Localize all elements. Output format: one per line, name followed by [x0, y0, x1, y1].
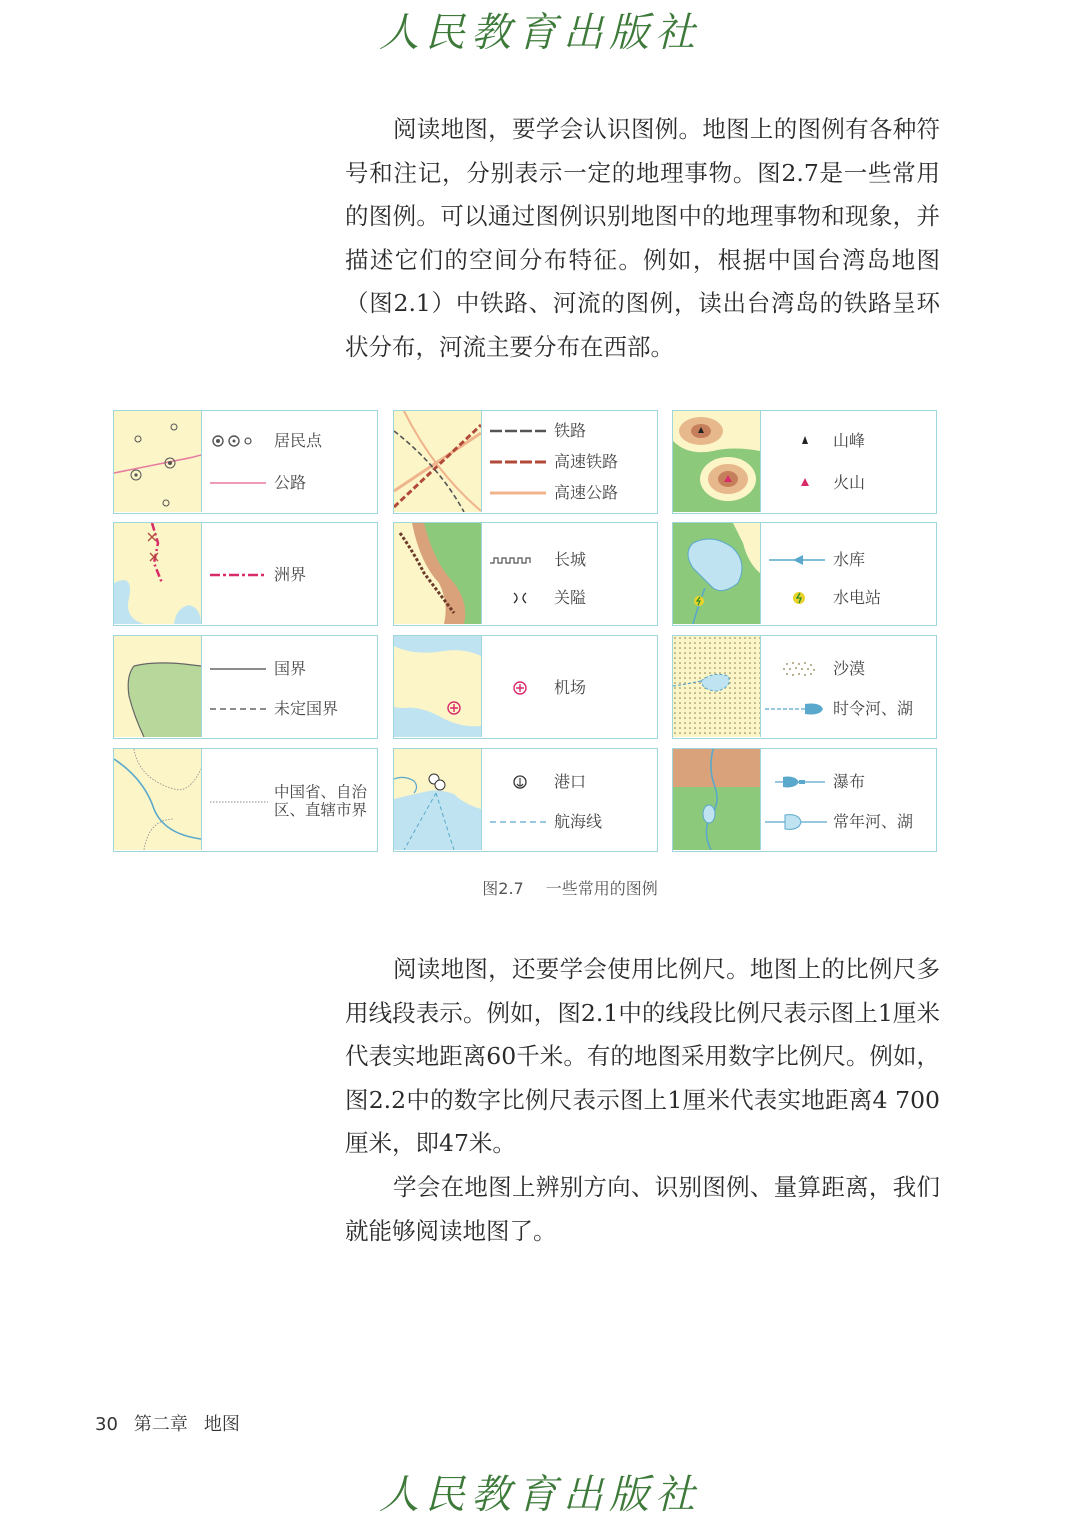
legend-cell-great-wall — [393, 522, 658, 626]
legend-label-great-wall: 长城 — [554, 550, 587, 569]
legend-map-continent-boundary — [114, 523, 202, 624]
publisher-watermark-bottom: 人民教育出版社 — [379, 1472, 701, 1518]
legend-map-national-boundary — [114, 636, 202, 737]
legend-label-volcano: 火山 — [833, 473, 866, 492]
legend-label-provincial-boundary: 中国省、自治区、直辖市界 — [274, 783, 368, 819]
legend-map-provincial-boundary — [114, 749, 202, 850]
paragraph-summary: 学会在地图上辨别方向、识别图例、量算距离，我们就能够阅读地图了。 — [345, 1173, 940, 1245]
legend-cell-peak — [672, 410, 937, 514]
legend-label-high-speed-rail: 高速铁路 — [554, 452, 619, 471]
legend-cell-railway — [393, 410, 658, 514]
legend-label-railway: 铁路 — [554, 421, 587, 440]
legend-cell-national-boundary — [113, 635, 378, 739]
legend-map-peak — [673, 411, 761, 512]
legend-label-airport: 机场 — [554, 678, 587, 697]
legend-label-seasonal-river: 时令河、湖 — [833, 699, 914, 718]
legend-map-airport — [394, 636, 482, 737]
legend-map-port — [394, 749, 482, 850]
legend-map-reservoir — [673, 523, 761, 624]
legend-map-railway — [394, 411, 482, 512]
legend-label-desert: 沙漠 — [833, 659, 866, 678]
figure-number: 图2.7 — [482, 879, 524, 898]
legend-label-undefined-boundary: 未定国界 — [274, 699, 339, 718]
legend-cell-provincial-boundary — [113, 748, 378, 852]
legend-label-shipping-route: 航海线 — [554, 812, 603, 831]
legend-label-peak: 山峰 — [833, 431, 866, 450]
legend-label-expressway: 高速公路 — [554, 483, 619, 502]
legend-cell-port — [393, 748, 658, 852]
page-footer — [95, 1410, 256, 1436]
legend-label-perennial-river: 常年河、湖 — [833, 812, 914, 831]
legend-label-port: 港口 — [554, 772, 587, 791]
legend-cell-continent-boundary — [113, 522, 378, 626]
paragraph-legend-intro: 阅读地图，要学会认识图例。地图上的图例有各种符号和注记，分别表示一定的地理事物。图2.7是一些常用的图例。可以通过图例识别地图中的地理事物和现象，并描述它们的空间分布特征。例如，根据中国台湾岛地图（图2.1）中铁路、河流的图例，读出台湾岛的铁路呈环状分布，河流主要分布在西部。 — [345, 115, 940, 361]
legend-map-waterfall — [673, 749, 761, 850]
legend-cell-reservoir — [672, 522, 937, 626]
legend-label-pass: 关隘 — [554, 588, 587, 607]
legend-label-hydropower-station: 水电站 — [833, 588, 882, 607]
legend-label-waterfall: 瀑布 — [833, 772, 866, 791]
page-number: 30 — [95, 1414, 118, 1435]
legend-map-settlement — [114, 411, 202, 512]
legend-label-settlement: 居民点 — [274, 431, 323, 450]
chapter-title: 地图 — [203, 1414, 240, 1435]
legend-map-desert — [673, 636, 761, 737]
legend-cell-settlement — [113, 410, 378, 514]
legend-cell-waterfall — [672, 748, 937, 852]
figure-title: 一些常用的图例 — [545, 879, 658, 898]
chapter-name: 第二章 — [133, 1414, 188, 1435]
legend-label-reservoir: 水库 — [833, 550, 866, 569]
legend-map-great-wall — [394, 523, 482, 624]
legend-figure — [113, 410, 937, 852]
figure-caption — [0, 876, 1080, 899]
legend-label-road: 公路 — [274, 473, 307, 492]
legend-label-continent-boundary: 洲界 — [274, 565, 307, 584]
legend-label-national-boundary: 国界 — [274, 659, 307, 678]
legend-cell-airport — [393, 635, 658, 739]
legend-cell-desert — [672, 635, 937, 739]
paragraph-scale: 阅读地图，还要学会使用比例尺。地图上的比例尺多用线段表示。例如，图2.1中的线段比例尺表示图上1厘米代表实地距离60千米。有的地图采用数字比例尺。例如，图2.2中的数字比例尺表示图上1厘米代表实地距离4 700厘米，即47米。 — [345, 955, 940, 1158]
publisher-watermark-top: 人民教育出版社 — [379, 10, 701, 56]
